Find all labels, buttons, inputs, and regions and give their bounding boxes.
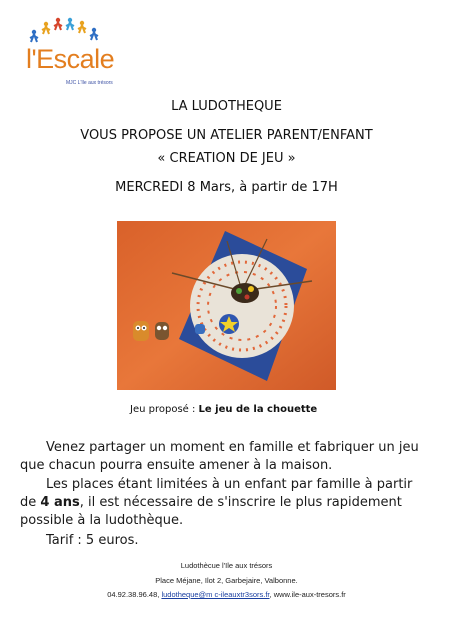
intro-paragraph: Venez partager un moment en famille et fabriquer un jeu que chacun pourra ensuite amener à la maison. [20,440,419,473]
heading-line-4: MERCREDI 8 Mars, à partir de 17H [115,180,338,195]
escale-logo [20,14,120,86]
footer-website[interactable]: , www.ile-aux-tresors.fr [269,590,346,599]
tarif-text: Tarif : 5 euros. [46,533,139,548]
places-paragraph [20,476,420,530]
logo-wordmark: l'Escale [26,44,115,74]
heading-line-2: VOUS PROPOSE UN ATELIER PARENT/ENFANT [80,128,373,143]
heading-line-3: « CREATION DE JEU » [157,151,296,166]
game-caption [130,404,317,415]
footer-name: Ludothècue l'Ile aux trésors [180,561,273,570]
places-text-start: Les places étant limitées à un enfant par famille à partir de [20,477,413,510]
footer-email-link[interactable]: ludotheque@m c-ileauxtr3sors.fr [161,590,270,599]
logo-subtitle: MJC L'Ile aux trésors [66,80,113,86]
footer-phone: 04.92.38.96.48, [107,590,160,599]
caption-game-name: Le jeu de la chouette [198,404,318,415]
footer-contact [0,590,453,599]
heading-line-1: LA LUDOTHEQUE [171,99,282,114]
places-text-end: , il est nécessaire de s'inscrire le plus rapidement possible à la ludothèque. [20,495,402,528]
footer-address: Place Méjane, Ilot 2, Garbejaire, Valbonne. [155,576,298,585]
caption-label: Jeu proposé : [130,404,199,415]
owl-game-photo [117,221,336,390]
places-age: 4 ans [40,495,80,510]
